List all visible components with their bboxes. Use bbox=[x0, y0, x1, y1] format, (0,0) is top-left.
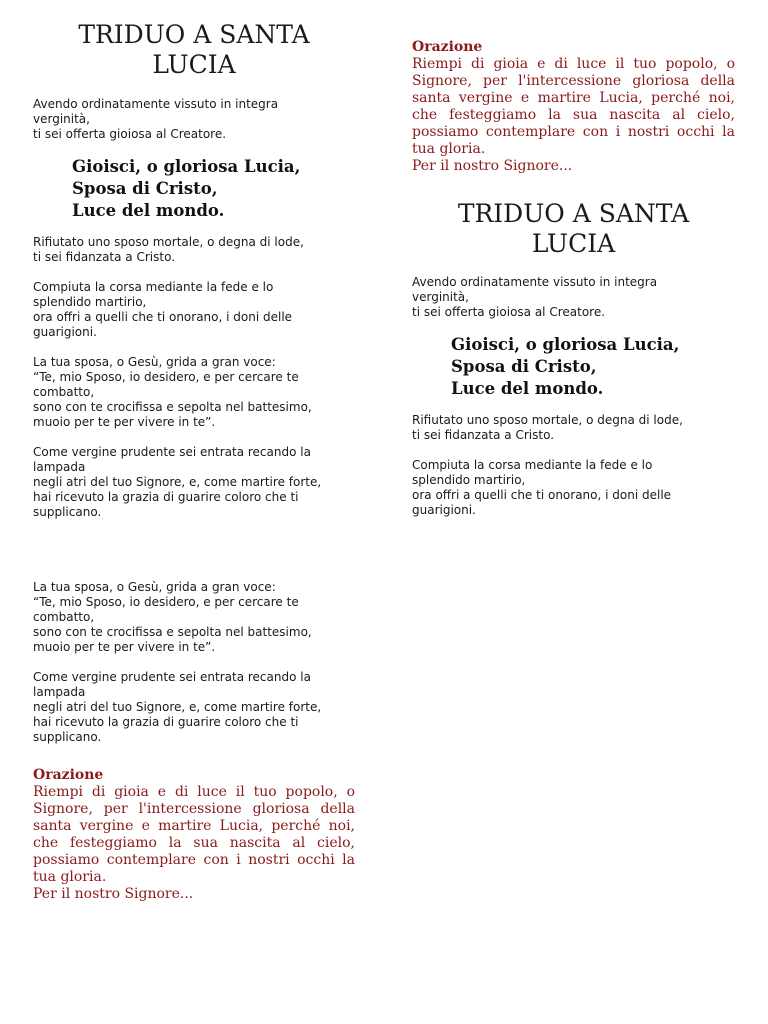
refrain: Gioisci, o gloriosa Lucia, Sposa di Cristo, Luce del mondo. bbox=[451, 335, 680, 398]
oration-closing: Per il nostro Signore... bbox=[412, 158, 573, 174]
right-column bbox=[412, 39, 735, 518]
page-title bbox=[33, 20, 355, 80]
verse-paragraph: La tua sposa, o Gesù, grida a gran voce: “Te, mio Sposo, io desidero, e per cercare te combatto, sono con te crocifissa e sepolta nel battesimo, muoio per te per vivere in te”. bbox=[33, 355, 312, 429]
oration-heading: Orazione bbox=[33, 767, 104, 783]
verse-paragraph: Come vergine prudente sei entrata recando la lampada negli atri del tuo Signore, e, come martire forte, hai ricevuto la grazia di guarire coloro che ti supplicano. bbox=[33, 670, 322, 744]
title-line-2: LUCIA bbox=[152, 50, 236, 79]
verse-paragraph: Rifiutato uno sposo mortale, o degna di lode, ti sei fidanzata a Cristo. bbox=[412, 413, 683, 442]
oration-text: Riempi di gioia e di luce il tuo popolo, o Signore, per l'intercessione gloriosa della santa vergine e martire Lucia, perché noi, che festeggiamo la sua nascita al cielo, possiamo contemplare con i nostri occhi la tua gloria. bbox=[412, 56, 735, 157]
intro-paragraph: Avendo ordinatamente vissuto in integra verginità, ti sei offerta gioiosa al Creatore. bbox=[33, 97, 279, 141]
oration-heading: Orazione bbox=[412, 39, 483, 55]
left-column bbox=[33, 20, 355, 903]
title-line-1: TRIDUO A SANTA bbox=[78, 20, 310, 49]
verse-paragraph: Compiuta la corsa mediante la fede e lo splendido martirio, ora offri a quelli che ti onorano, i doni delle guarigioni. bbox=[412, 458, 672, 517]
verse-paragraph: Come vergine prudente sei entrata recando la lampada negli atri del tuo Signore, e, come martire forte, hai ricevuto la grazia di guarire coloro che ti supplicano. bbox=[33, 445, 322, 519]
intro-paragraph: Avendo ordinatamente vissuto in integra verginità, ti sei offerta gioiosa al Creatore. bbox=[412, 275, 658, 319]
verse-paragraph: Rifiutato uno sposo mortale, o degna di lode, ti sei fidanzata a Cristo. bbox=[33, 235, 304, 264]
verse-paragraph: Compiuta la corsa mediante la fede e lo splendido martirio, ora offri a quelli che ti onorano, i doni delle guarigioni. bbox=[33, 280, 293, 339]
title-line-2: LUCIA bbox=[531, 229, 616, 258]
oration-closing: Per il nostro Signore... bbox=[33, 886, 194, 902]
refrain: Gioisci, o gloriosa Lucia, Sposa di Cristo, Luce del mondo. bbox=[72, 157, 301, 220]
oration-text: Riempi di gioia e di luce il tuo popolo, o Signore, per l'intercessione gloriosa della santa vergine e martire Lucia, perché noi, che festeggiamo la sua nascita al cielo, possiamo contemplare con i nostri occhi la tua gloria. bbox=[33, 784, 355, 885]
title-line-1: TRIDUO A SANTA bbox=[457, 199, 690, 228]
verse-paragraph: La tua sposa, o Gesù, grida a gran voce: “Te, mio Sposo, io desidero, e per cercare te combatto, sono con te crocifissa e sepolta nel battesimo, muoio per te per vivere in te”. bbox=[33, 580, 312, 654]
page-title bbox=[412, 199, 735, 259]
